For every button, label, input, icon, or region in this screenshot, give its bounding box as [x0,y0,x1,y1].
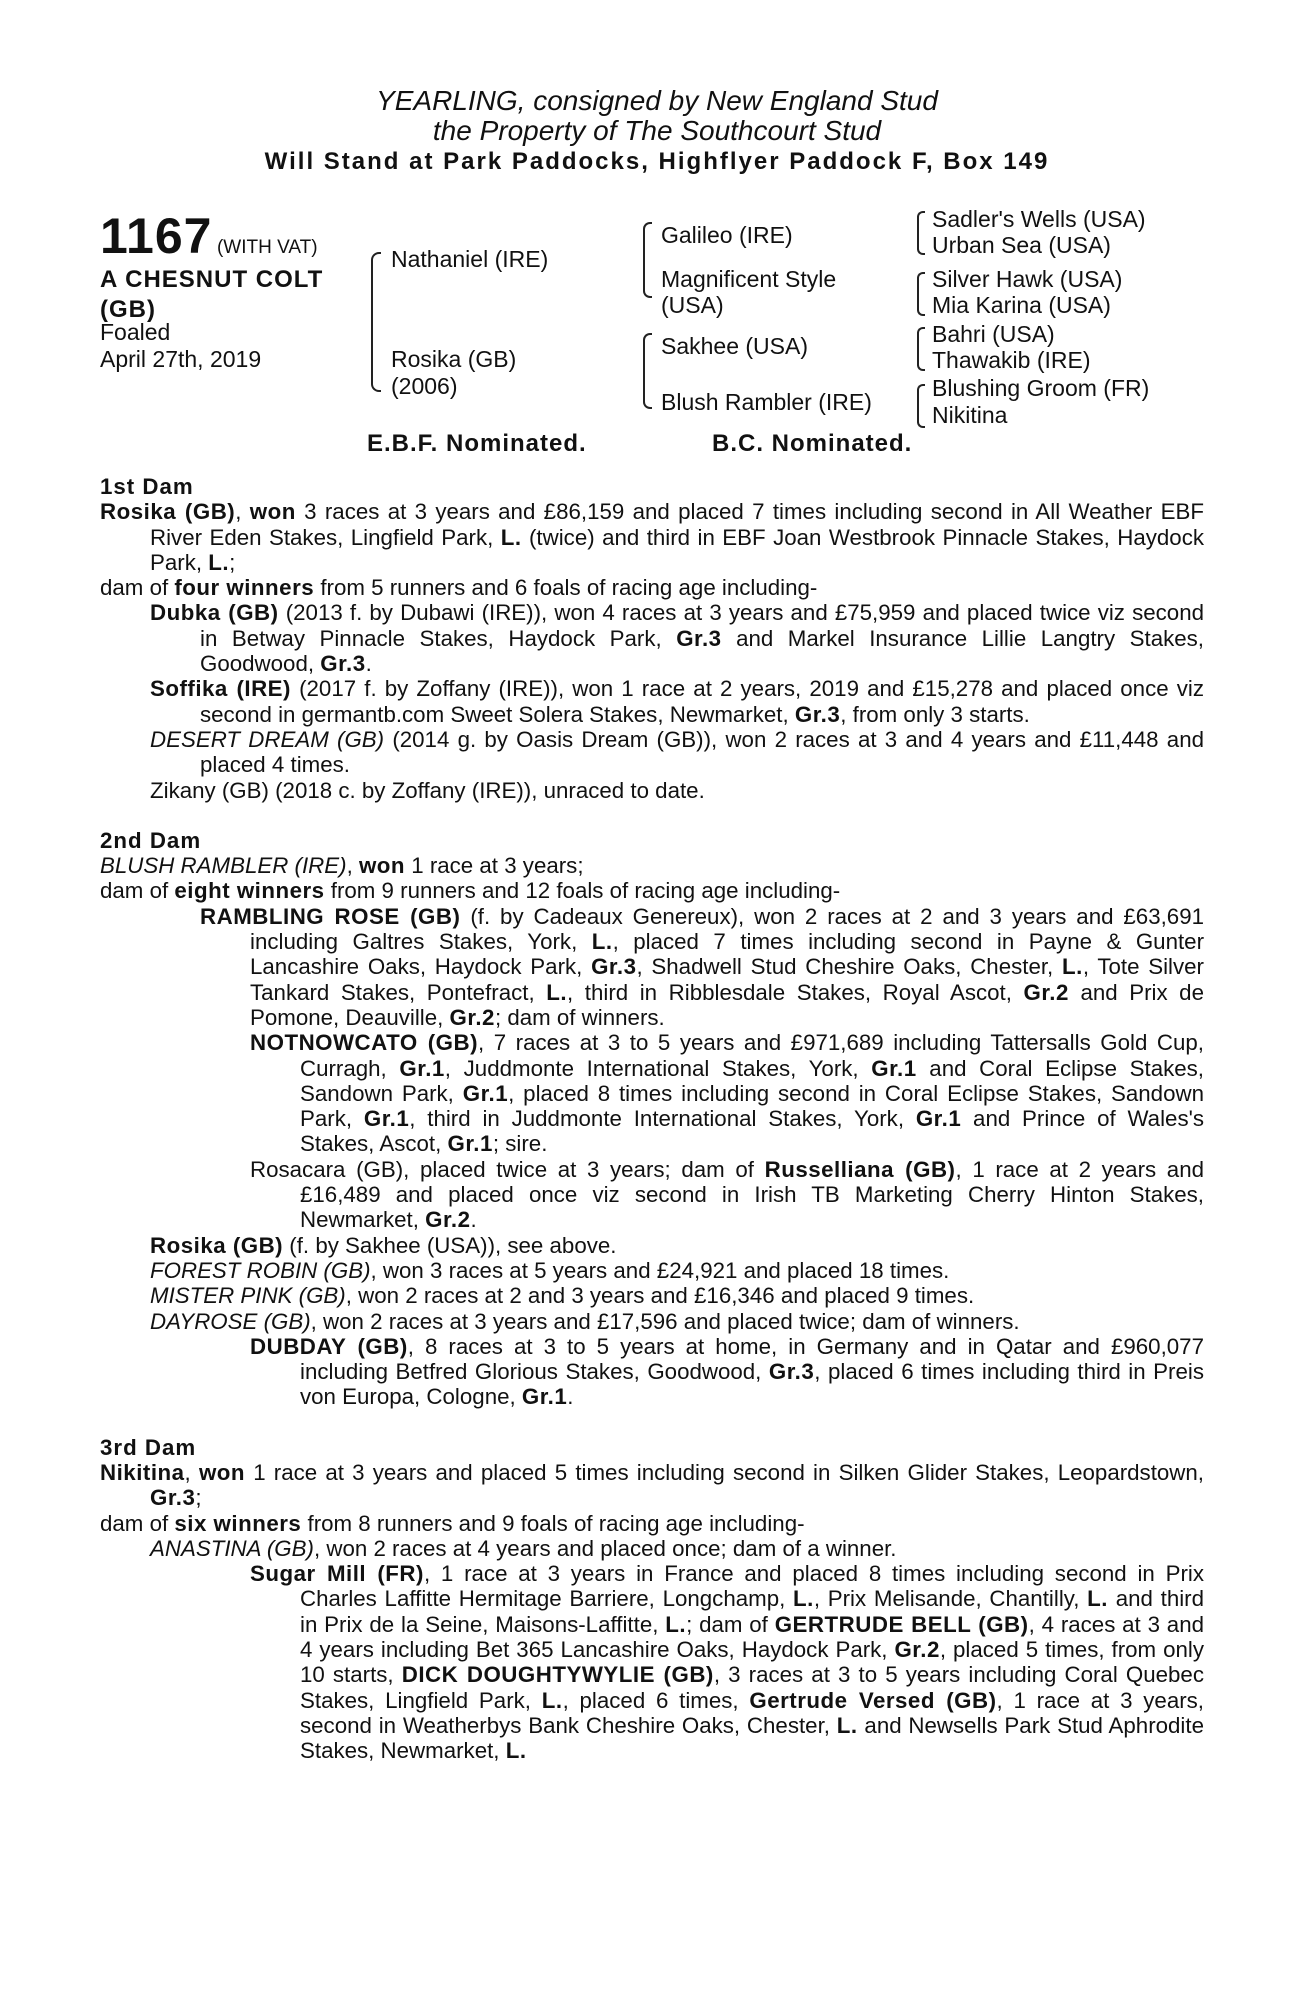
stand-location-line: Will Stand at Park Paddocks, Highflyer Paddock F, Box 149 [264,148,1050,175]
pedigree-brace-sire [643,222,652,298]
produce-desert-dream: DESERT DREAM (GB) (2014 g. by Oasis Dream (GB)), won 2 races at 3 and 4 years and £11,448 and placed 4 times. [150,726,1205,778]
produce-dayrose: DAYROSE (GB), won 2 races at 3 years and £17,596 and placed twice; dam of winners. [150,1308,1020,1334]
consignor-line: YEARLING, consigned by New England Stud [376,85,938,116]
foaled-info [100,319,261,373]
produce-sugar-mill: Sugar Mill (FR), 1 race at 3 years in France and placed 8 times including second in Prix Charles Laffitte Hermitage Barriere, Longchamp, L., Prix Melisande, Chantilly, L. and third in Prix de la Seine, Maisons-Laffitte, L.; dam of GERTRUDE BELL (GB), 4 races at 3 and 4 years including Bet 365 Lancashire Oaks, Haydock Park, Gr.2, placed 5 times, from only 10 starts, DICK DOUGHTYWYLIE (GB), 3 races at 3 to 5 years including Coral Quebec Stakes, Lingfield Park, L., placed 6 times, Gertrude Versed (GB), 1 race at 3 years, second in Weatherbys Bank Cheshire Oaks, Chester, L. and Newsells Park Stud Aphrodite Stakes, Newmarket, L. [250,1561,1205,1764]
lot-description-line1: A CHESNUT COLT [100,266,324,293]
pedigree-brace-main [371,252,381,392]
second-dam-record: BLUSH RAMBLER (IRE), won 1 race at 3 years; [100,853,584,879]
third-dam-produce-summary: dam of six winners from 8 runners and 9 foals of racing age including- [100,1510,805,1536]
sire-name: Nathaniel (IRE) [391,246,549,272]
first-dam-record: Rosika (GB), won 3 races at 3 years and £86,159 and placed 7 times including second in All Weather EBF River Eden Stakes, Lingfield Park, L. (twice) and third in EBF Joan Westbrook Pinnacle Stakes, Haydock Park, L.; [100,499,1205,575]
third-dam-heading: 3rd Dam [100,1434,197,1460]
dam-name: Rosika (GB) [391,346,517,372]
sire-dam-line1: Magnificent Style [661,266,837,292]
sire-dam-line2: (USA) [661,292,724,318]
catalogue-body [100,474,1204,1764]
grandsire-sss: Sadler's Wells (USA) [932,206,1146,232]
granddam-ddd: Nikitina [932,402,1008,428]
produce-rosacara: Rosacara (GB), placed twice at 3 years; dam of Russelliana (GB), 1 race at 2 years and £16,489 and placed once viz second in Irish TB Marketing Cherry Hinton Stakes, Newmarket, Gr.2. [250,1156,1204,1233]
produce-mister-pink: MISTER PINK (GB), won 2 races at 2 and 3 years and £16,346 and placed 9 times. [150,1283,975,1309]
pedigree-brace-g2 [917,272,925,316]
pedigree-brace-g4 [917,384,925,428]
granddam-dsd: Thawakib (IRE) [932,347,1091,373]
dam-sire: Sakhee (USA) [661,333,809,359]
granddam-ssd: Urban Sea (USA) [932,232,1111,258]
ebf-nomination: E.B.F. Nominated. [367,430,587,457]
first-dam-produce-summary: dam of four winners from 5 runners and 6 foals of racing age including- [100,575,818,601]
produce-soffika: Soffika (IRE) (2017 f. by Zoffany (IRE)), won 1 race at 2 years, 2019 and £15,278 and placed once viz second in germantb.com Sweet Solera Stakes, Newmarket, Gr.3, from only 3 starts. [150,676,1204,727]
foaled-label: Foaled [100,319,171,345]
pedigree-brace-dam [643,333,652,409]
dam-dam: Blush Rambler (IRE) [661,389,872,415]
produce-dubday: DUBDAY (GB), 8 races at 3 to 5 years at home, in Germany and in Qatar and £960,077 including Betfred Glorious Stakes, Goodwood, Gr.3, placed 6 times including third in Preis von Europa, Cologne, Gr.1. [250,1333,1204,1410]
dam-year: (2006) [391,373,458,399]
first-dam-heading: 1st Dam [100,474,194,499]
sire-sire: Galileo (IRE) [661,222,793,248]
granddam-sdd: Mia Karina (USA) [932,292,1111,318]
lot-number: 1167 [100,208,213,264]
second-dam-heading: 2nd Dam [100,827,202,853]
produce-rambling-rose: RAMBLING ROSE (GB) (f. by Cadeaux Genereux), won 2 races at 2 and 3 years and £63,691 including Galtres Stakes, York, L., placed 7 times including second in Payne & Gunter Lancashire Oaks, Haydock Park, Gr.3, Shadwell Stud Cheshire Oaks, Chester, L., Tote Silver Tankard Stakes, Pontefract, L., third in Ribblesdale Stakes, Royal Ascot, Gr.2 and Prix de Pomone, Deauville, Gr.2; dam of winners. [200,903,1204,1030]
vat-note: (WITH VAT) [216,237,318,258]
produce-zikany: Zikany (GB) (2018 c. by Zoffany (IRE)), unraced to date. [150,777,705,803]
grandsire-sds: Silver Hawk (USA) [932,266,1123,292]
grandsire-dds: Blushing Groom (FR) [932,375,1150,401]
produce-dubka: Dubka (GB) (2013 f. by Dubawi (IRE)), won 4 races at 3 years and £75,959 and placed twice viz second in Betway Pinnacle Stakes, Haydock Park, Gr.3 and Markel Insurance Lillie Langtry Stakes, Goodwood, Gr.3. [150,600,1204,677]
foaled-date: April 27th, 2019 [100,346,262,372]
pedigree-brace-g1 [917,211,925,255]
produce-anastina: ANASTINA (GB), won 2 races at 4 years and placed once; dam of a winner. [150,1535,897,1561]
produce-rosika: Rosika (GB) (f. by Sakhee (USA)), see above. [150,1232,617,1258]
second-dam-produce-summary: dam of eight winners from 9 runners and 12 foals of racing age including- [100,878,841,904]
property-line: the Property of The Southcourt Stud [432,115,882,146]
pedigree-brace-g3 [917,327,925,371]
produce-forest-robin: FOREST ROBIN (GB), won 3 races at 5 years and £24,921 and placed 18 times. [150,1257,950,1283]
lot-description-line2: (GB) [100,296,156,323]
grandsire-dss: Bahri (USA) [932,321,1055,347]
third-dam-record: Nikitina, won 1 race at 3 years and placed 5 times including second in Silken Glider Stakes, Leopardstown, Gr.3; [100,1459,1204,1511]
bc-nomination: B.C. Nominated. [712,430,913,457]
lot-description [100,265,323,325]
lot-number-line [100,207,318,265]
produce-notnowcato: NOTNOWCATO (GB), 7 races at 3 to 5 years and £971,689 including Tattersalls Gold Cup, Curragh, Gr.1, Juddmonte International Stakes, York, Gr.1 and Coral Eclipse Stakes, Sandown Park, Gr.1, placed 8 times including second in Coral Eclipse Stakes, Sandown Park, Gr.1, third in Juddmonte International Stakes, York, Gr.1 and Prince of Wales's Stakes, Ascot, Gr.1; sire. [250,1030,1204,1157]
